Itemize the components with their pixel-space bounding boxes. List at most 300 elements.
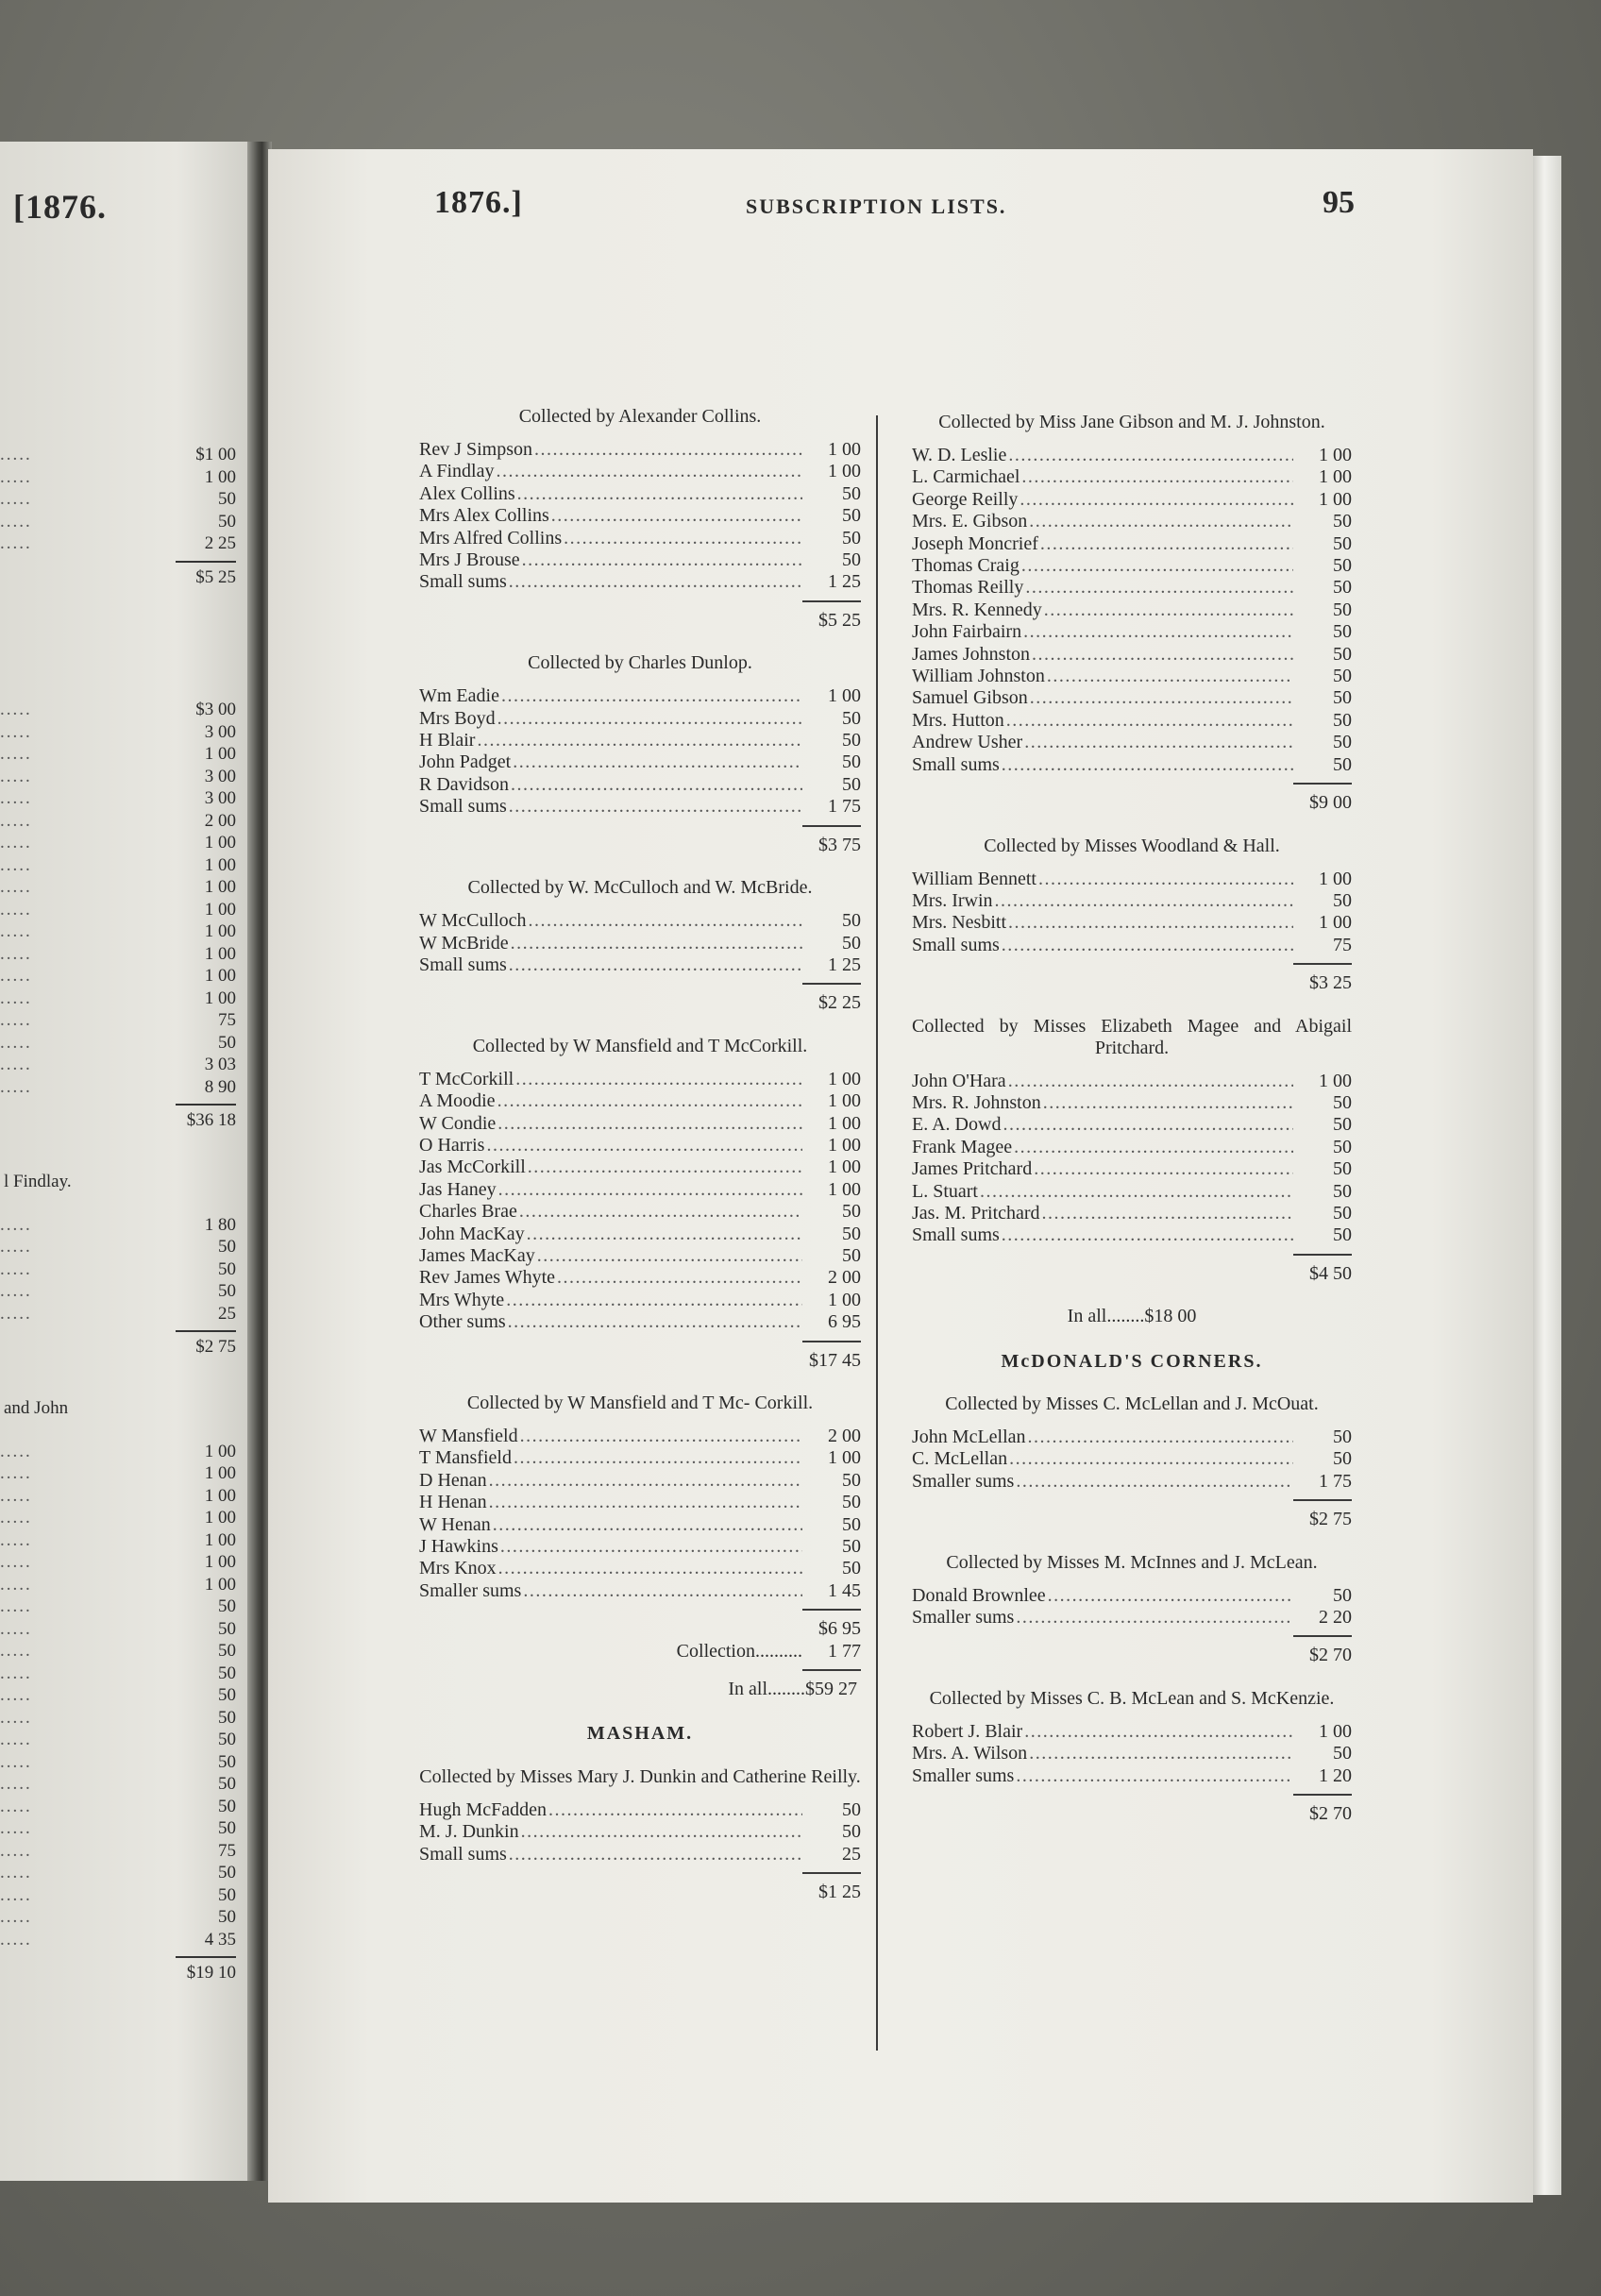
left-column bbox=[419, 406, 861, 1925]
leader-dots bbox=[509, 774, 802, 796]
left-page-entry bbox=[0, 832, 236, 854]
left-page-entry bbox=[0, 1441, 236, 1463]
subscription-amount: 2 20 bbox=[1319, 1607, 1352, 1629]
leader-dots bbox=[497, 1558, 802, 1579]
left-page-entry bbox=[0, 721, 236, 744]
leader-dots bbox=[521, 1580, 802, 1602]
leader-dots bbox=[496, 708, 802, 730]
running-head bbox=[434, 185, 1355, 232]
subscription-entry bbox=[912, 1471, 1352, 1493]
subscription-entry bbox=[912, 1765, 1352, 1787]
left-page-entry bbox=[0, 1729, 236, 1751]
subscriber-name: W Henan bbox=[419, 1513, 491, 1535]
subscriber-name: Mrs. E. Gibson bbox=[912, 511, 1028, 532]
left-page-entry bbox=[0, 1840, 236, 1863]
subscription-amount: 50 bbox=[1333, 687, 1352, 709]
subscription-amount: 50 bbox=[1333, 1158, 1352, 1180]
left-page-header: [1876. bbox=[13, 188, 107, 226]
left-page-amount: 1 00 bbox=[204, 943, 236, 964]
subscriber-name: James Pritchard bbox=[912, 1158, 1033, 1180]
left-page-entry bbox=[0, 1751, 236, 1774]
subscriber-name: Rev James Whyte bbox=[419, 1267, 556, 1289]
leader-dots: ..... bbox=[0, 1840, 32, 1861]
sum-rule bbox=[176, 1330, 236, 1332]
subscription-amount: 1 00 bbox=[828, 1156, 861, 1178]
leader-dots: ..... bbox=[0, 788, 32, 808]
subscription-amount: 50 bbox=[842, 1536, 861, 1558]
subscriber-name: Small sums bbox=[419, 954, 507, 975]
leader-dots: ..... bbox=[0, 1032, 32, 1053]
left-page-heading: l Findlay. bbox=[4, 1172, 72, 1191]
subscription-amount: 1 00 bbox=[828, 1068, 861, 1089]
left-page-entry bbox=[0, 854, 236, 877]
section-total: $17 45 bbox=[809, 1349, 861, 1371]
subscription-amount: 50 bbox=[842, 1244, 861, 1266]
left-page-entry bbox=[0, 1054, 236, 1076]
subscriber-name: A Findlay bbox=[419, 461, 495, 482]
left-page-amount: 1 00 bbox=[204, 1508, 236, 1528]
leader-dots: ..... bbox=[0, 943, 32, 964]
leader-dots: ..... bbox=[0, 533, 32, 553]
right-column bbox=[912, 412, 1352, 1846]
subscriber-name: Small sums bbox=[912, 1224, 1000, 1246]
left-page-entry bbox=[0, 1640, 236, 1663]
subscription-amount: 50 bbox=[1333, 643, 1352, 665]
leader-dots: ..... bbox=[0, 1076, 32, 1097]
left-page-block bbox=[0, 1397, 236, 1984]
left-page-entry bbox=[0, 1462, 236, 1485]
subscription-amount: 2 00 bbox=[828, 1267, 861, 1289]
subscriber-name: L. Carmichael bbox=[912, 466, 1020, 488]
left-page-amount: 50 bbox=[218, 489, 236, 509]
subscriber-name: D Henan bbox=[419, 1469, 487, 1491]
subscription-amount: 1 00 bbox=[1319, 1720, 1352, 1742]
leader-dots: ..... bbox=[0, 1863, 32, 1882]
sum-rule bbox=[1293, 963, 1352, 965]
subscriber-name: Mrs. R. Johnston bbox=[912, 1091, 1041, 1113]
subscriber-name: John MacKay bbox=[419, 1223, 525, 1244]
sum-rule bbox=[802, 1609, 861, 1611]
left-page-amount: 8 90 bbox=[204, 1076, 236, 1097]
subscriber-name: Mrs Knox bbox=[419, 1558, 497, 1579]
collection-amount: 1 77 bbox=[828, 1640, 861, 1662]
subscription-entry bbox=[419, 1156, 861, 1178]
leader-dots bbox=[475, 730, 802, 751]
leader-dots: ..... bbox=[0, 810, 32, 831]
left-page-block bbox=[0, 444, 236, 588]
leader-dots bbox=[487, 1470, 802, 1492]
leader-dots: ..... bbox=[0, 1929, 32, 1950]
left-page-total bbox=[0, 1962, 236, 1984]
leader-dots: ..... bbox=[0, 1751, 32, 1772]
subscriber-name: John Padget bbox=[419, 751, 512, 773]
subscription-amount: 50 bbox=[1333, 709, 1352, 731]
sum-rule bbox=[802, 825, 861, 827]
subscription-entry bbox=[912, 555, 1352, 577]
left-page-entry bbox=[0, 1303, 236, 1325]
leader-dots bbox=[507, 1844, 802, 1866]
subscription-amount: 1 00 bbox=[828, 461, 861, 482]
left-page-entry bbox=[0, 1032, 236, 1055]
leader-dots: ..... bbox=[0, 1281, 32, 1301]
leader-dots bbox=[1004, 710, 1293, 732]
leader-dots bbox=[494, 461, 802, 482]
left-page-amount: 1 00 bbox=[204, 466, 236, 487]
subscription-entry bbox=[912, 599, 1352, 621]
subscription-entry bbox=[419, 528, 861, 549]
collector-heading: Collected by Misses Elizabeth Magee and Abigail Pritchard. bbox=[912, 1015, 1352, 1058]
leader-dots bbox=[515, 483, 802, 505]
leader-dots bbox=[525, 1224, 802, 1245]
sum-rule bbox=[802, 1872, 861, 1874]
leader-dots: ..... bbox=[0, 1574, 32, 1595]
subscription-amount: 1 00 bbox=[828, 1447, 861, 1469]
subscription-amount: 50 bbox=[842, 932, 861, 954]
subscription-amount: 1 75 bbox=[1319, 1470, 1352, 1492]
subscription-entry bbox=[912, 1448, 1352, 1470]
leader-dots bbox=[1001, 1114, 1293, 1136]
subscription-amount: 50 bbox=[1333, 1427, 1352, 1447]
leader-dots: ..... bbox=[0, 854, 32, 875]
subscription-entry bbox=[419, 439, 861, 461]
collector-heading: Collected by W Mansfield and T Mc- Corkill. bbox=[466, 1393, 814, 1413]
left-page-amount: 1 00 bbox=[204, 1485, 236, 1506]
sum-rule bbox=[1293, 783, 1352, 785]
leader-dots: ..... bbox=[0, 988, 32, 1008]
subscriber-name: John O'Hara bbox=[912, 1070, 1006, 1091]
left-page-entry bbox=[0, 466, 236, 489]
sum-rule bbox=[1293, 1794, 1352, 1796]
subscription-entry bbox=[912, 511, 1352, 532]
subscription-amount: 50 bbox=[842, 505, 861, 527]
section-subtotal: $6 95 bbox=[818, 1618, 861, 1640]
leader-dots: ..... bbox=[0, 1010, 32, 1030]
subscription-entry bbox=[912, 1114, 1352, 1136]
subscriber-name: Charles Brae bbox=[419, 1201, 517, 1223]
leader-dots: ..... bbox=[0, 1907, 32, 1927]
subscription-amount: 50 bbox=[1333, 1136, 1352, 1157]
left-page-entry bbox=[0, 511, 236, 533]
leader-dots bbox=[1042, 599, 1293, 621]
subscription-amount: 1 00 bbox=[1319, 488, 1352, 510]
subscription-amount: 50 bbox=[1333, 1224, 1352, 1246]
subscription-entry bbox=[419, 685, 861, 707]
leader-dots bbox=[1028, 687, 1293, 709]
sum-rule bbox=[1293, 1635, 1352, 1637]
section-total: $1 25 bbox=[818, 1882, 861, 1903]
left-page-amount: 1 80 bbox=[204, 1214, 236, 1235]
leader-dots: ........ bbox=[1106, 1306, 1145, 1327]
subscription-entry bbox=[419, 1201, 861, 1223]
subscriber-name: T McCorkill bbox=[419, 1068, 514, 1089]
subscriber-name: Donald Brownlee bbox=[912, 1584, 1046, 1606]
subscription-entry bbox=[419, 1090, 861, 1112]
subscription-amount: 1 00 bbox=[1319, 466, 1352, 488]
subscription-entry bbox=[419, 1470, 861, 1492]
leader-dots bbox=[512, 1447, 802, 1469]
left-page-amount: 50 bbox=[218, 1663, 236, 1683]
left-page-entry bbox=[0, 1595, 236, 1618]
left-page-entry bbox=[0, 1214, 236, 1237]
subscription-entry bbox=[419, 1514, 861, 1536]
left-page-amount: $3 00 bbox=[195, 700, 236, 719]
sum-rule bbox=[1293, 1254, 1352, 1256]
subscriber-name: Smaller sums bbox=[912, 1607, 1015, 1629]
leader-dots bbox=[507, 796, 802, 818]
subscription-entry bbox=[912, 489, 1352, 511]
leader-dots bbox=[1000, 754, 1293, 776]
leader-dots: ..... bbox=[0, 1641, 32, 1661]
leader-dots: ..... bbox=[0, 966, 32, 986]
left-page-entry bbox=[0, 1862, 236, 1884]
left-page-amount: 3 00 bbox=[204, 721, 236, 742]
subscriber-name: Mrs. A. Wilson bbox=[912, 1743, 1028, 1764]
subscription-entry bbox=[419, 1290, 861, 1311]
running-head-year: 1876.] bbox=[434, 185, 523, 220]
subscription-entry bbox=[912, 1607, 1352, 1629]
leader-dots bbox=[1000, 1224, 1293, 1246]
leader-dots bbox=[1036, 869, 1293, 890]
left-page-entry bbox=[0, 488, 236, 511]
subscription-amount: 50 bbox=[1333, 753, 1352, 775]
subscription-amount: 2 00 bbox=[828, 1426, 861, 1446]
subscription-amount: 50 bbox=[1333, 532, 1352, 554]
leader-dots bbox=[514, 1069, 802, 1090]
left-page-entry bbox=[0, 965, 236, 988]
left-page-amount: 50 bbox=[218, 1237, 236, 1257]
subscriber-name: Mrs. Irwin bbox=[912, 889, 993, 911]
subscriber-name: Mrs Alex Collins bbox=[419, 505, 549, 527]
leader-dots: ..... bbox=[0, 1529, 32, 1550]
leader-dots bbox=[499, 685, 802, 707]
subscriber-name: Small sums bbox=[912, 934, 1000, 955]
collector-heading: Collected by Misses C. McLellan and J. McOuat. bbox=[945, 1393, 1319, 1414]
left-page-entry bbox=[0, 1773, 236, 1796]
section-total: $2 75 bbox=[1309, 1509, 1352, 1530]
left-page-amount: 50 bbox=[218, 1796, 236, 1816]
place-heading: McDONALD'S CORNERS. bbox=[1001, 1350, 1263, 1372]
leader-dots bbox=[496, 1113, 802, 1135]
left-page-entry bbox=[0, 787, 236, 810]
subscription-entry bbox=[419, 505, 861, 527]
running-head-title: SUBSCRIPTION LISTS. bbox=[746, 194, 1007, 218]
sum-rule bbox=[802, 600, 861, 602]
leader-dots: ..... bbox=[0, 1596, 32, 1616]
subscription-entry bbox=[912, 1092, 1352, 1114]
left-page-entry bbox=[0, 810, 236, 833]
leader-dots bbox=[497, 1179, 802, 1201]
section-total: $2 70 bbox=[1309, 1803, 1352, 1825]
left-page-entry bbox=[0, 943, 236, 966]
sum-rule bbox=[176, 1104, 236, 1106]
subscription-amount: 1 00 bbox=[828, 685, 861, 707]
subscriber-name: H Henan bbox=[419, 1492, 487, 1513]
in-all-line bbox=[419, 1679, 861, 1700]
leader-dots: ..... bbox=[0, 1055, 32, 1074]
subscription-amount: 50 bbox=[842, 1798, 861, 1820]
left-page-entry bbox=[0, 1551, 236, 1574]
leader-dots: ..... bbox=[0, 1818, 32, 1838]
left-page-entry bbox=[0, 988, 236, 1010]
subscriber-name: Samuel Gibson bbox=[912, 687, 1028, 709]
left-page-entry bbox=[0, 899, 236, 921]
subscription-amount: 1 00 bbox=[828, 1112, 861, 1134]
subscription-entry bbox=[419, 1536, 861, 1558]
leader-dots bbox=[1046, 1585, 1293, 1607]
subscription-amount: 50 bbox=[842, 482, 861, 504]
subscriber-name: James MacKay bbox=[419, 1244, 535, 1266]
subscriber-name: J Hawkins bbox=[419, 1536, 498, 1558]
subscription-amount: 50 bbox=[842, 1469, 861, 1491]
left-page-amount: 1 00 bbox=[204, 899, 236, 920]
leader-dots: ..... bbox=[0, 489, 32, 509]
left-page-total bbox=[0, 566, 236, 589]
subscription-entry bbox=[912, 1427, 1352, 1448]
left-page-entry bbox=[0, 1574, 236, 1596]
subscription-entry bbox=[912, 1181, 1352, 1203]
leader-dots bbox=[1020, 466, 1293, 488]
left-page-block bbox=[0, 699, 236, 1132]
collector-heading: Collected by Miss Jane Gibson and M. J. Johnston. bbox=[938, 412, 1325, 432]
leader-dots: ..... bbox=[0, 1441, 32, 1461]
left-page-amount: 50 bbox=[218, 1641, 236, 1661]
subscription-amount: 50 bbox=[1333, 1584, 1352, 1606]
subscriber-name: John Fairbairn bbox=[912, 621, 1022, 643]
subscription-amount: 1 00 bbox=[828, 1090, 861, 1112]
leader-dots: ..... bbox=[0, 1303, 32, 1324]
leader-dots bbox=[1041, 1092, 1293, 1114]
left-page-amount: $1 00 bbox=[195, 445, 236, 464]
subscriber-name: Other sums bbox=[419, 1311, 506, 1333]
subscriber-name: E. A. Dowd bbox=[912, 1114, 1002, 1136]
subscriber-name: Small sums bbox=[419, 571, 507, 593]
page-number: 95 bbox=[1323, 185, 1355, 220]
leader-dots bbox=[1020, 555, 1293, 577]
subscriber-name: James Johnston bbox=[912, 643, 1030, 665]
subscription-entry bbox=[912, 1137, 1352, 1158]
subscription-amount: 1 45 bbox=[828, 1579, 861, 1601]
leader-dots bbox=[507, 954, 802, 976]
subscription-entry bbox=[419, 708, 861, 730]
left-page-amount: 1 00 bbox=[204, 1574, 236, 1595]
subscriber-name: Jas Haney bbox=[419, 1178, 497, 1200]
subscriber-name: William Johnston bbox=[912, 666, 1045, 687]
leader-dots: ..... bbox=[0, 721, 32, 742]
subscriber-name: Robert J. Blair bbox=[912, 1720, 1023, 1742]
leader-dots bbox=[1021, 621, 1293, 643]
leader-dots bbox=[532, 439, 802, 461]
leader-dots bbox=[1007, 1448, 1293, 1470]
subscription-amount: 25 bbox=[842, 1843, 861, 1865]
left-page-amount: 1 00 bbox=[204, 1441, 236, 1461]
leader-dots bbox=[484, 1135, 802, 1156]
subscription-entry bbox=[912, 687, 1352, 709]
left-page-entry bbox=[0, 1485, 236, 1508]
subscription-entry bbox=[419, 571, 861, 593]
subscriber-name: Jas McCorkill bbox=[419, 1156, 526, 1178]
leader-dots bbox=[562, 528, 802, 549]
subscription-entry bbox=[419, 483, 861, 505]
left-page-total-amount: $19 10 bbox=[186, 1963, 236, 1983]
subscription-entry bbox=[419, 1844, 861, 1866]
subscriber-name: Mrs Whyte bbox=[419, 1289, 505, 1310]
subscription-amount: 50 bbox=[842, 549, 861, 571]
left-page-amount: 50 bbox=[218, 1907, 236, 1927]
leader-dots: ..... bbox=[0, 1685, 32, 1705]
left-page-entry bbox=[0, 1618, 236, 1641]
collector-heading: Collected by Misses Woodland & Hall. bbox=[984, 835, 1280, 856]
left-page-entry bbox=[0, 766, 236, 788]
sum-rule bbox=[802, 1341, 861, 1342]
left-page-block bbox=[0, 1171, 236, 1359]
leader-dots bbox=[1032, 1158, 1293, 1180]
subscriber-name: Mrs Boyd bbox=[419, 707, 496, 729]
subscription-amount: 50 bbox=[1333, 666, 1352, 687]
column-divider bbox=[876, 415, 878, 2051]
leader-dots: ..... bbox=[0, 921, 32, 941]
subscription-amount: 50 bbox=[842, 1223, 861, 1244]
left-page-amount: 1 00 bbox=[204, 877, 236, 897]
left-page-entry bbox=[0, 1009, 236, 1032]
subscriber-name: Wm Eadie bbox=[419, 685, 499, 707]
subscription-entry bbox=[419, 751, 861, 773]
left-page-amount: 50 bbox=[218, 1707, 236, 1728]
collector-heading: Collected by Misses Mary J. Dunkin and Catherine Reilly. bbox=[419, 1765, 861, 1787]
subscription-amount: 50 bbox=[842, 1558, 861, 1579]
left-page-entry bbox=[0, 920, 236, 943]
leader-dots: ..... bbox=[0, 1552, 32, 1572]
subscription-amount: 1 75 bbox=[828, 796, 861, 818]
left-page-amount: 1 00 bbox=[204, 1552, 236, 1572]
subscriber-name: George Reilly bbox=[912, 488, 1019, 510]
subscription-entry bbox=[419, 1447, 861, 1469]
leader-dots bbox=[993, 890, 1293, 912]
subscription-entry bbox=[419, 910, 861, 932]
subscription-amount: 1 00 bbox=[1319, 1070, 1352, 1091]
left-page-amount: 75 bbox=[218, 1840, 236, 1861]
left-page-entry bbox=[0, 532, 236, 555]
left-page-amount: 1 00 bbox=[204, 921, 236, 941]
subscriber-name: Mrs. R. Kennedy bbox=[912, 599, 1042, 620]
subscriber-name: T Mansfield bbox=[419, 1447, 512, 1469]
left-page-amount: 1 00 bbox=[204, 988, 236, 1008]
left-page-entry bbox=[0, 1796, 236, 1818]
left-page-amount: 50 bbox=[218, 1032, 236, 1053]
subscriber-name: Smaller sums bbox=[912, 1470, 1015, 1492]
subscription-amount: 50 bbox=[1333, 599, 1352, 620]
subscriber-name: Mrs J Brouse bbox=[419, 549, 520, 571]
subscriber-name: William Bennett bbox=[912, 868, 1036, 889]
left-page-amount: 50 bbox=[218, 1281, 236, 1301]
leader-dots bbox=[1014, 1471, 1293, 1493]
in-all-amount: $59 27 bbox=[805, 1679, 857, 1700]
subscription-entry bbox=[419, 1267, 861, 1289]
left-page-entry bbox=[0, 1280, 236, 1303]
section-total: $9 00 bbox=[1309, 792, 1352, 814]
subscription-entry bbox=[912, 912, 1352, 934]
left-page-entry bbox=[0, 444, 236, 466]
subscriber-name: Hugh McFadden bbox=[419, 1798, 547, 1820]
subscription-entry bbox=[419, 796, 861, 818]
subscription-entry bbox=[912, 577, 1352, 599]
subscriber-name: W McCulloch bbox=[419, 910, 527, 932]
section-total: $3 75 bbox=[818, 834, 861, 855]
subscription-amount: 1 00 bbox=[828, 1178, 861, 1200]
leader-dots bbox=[1027, 511, 1293, 532]
subscription-amount: 50 bbox=[1333, 577, 1352, 599]
subscription-amount: 50 bbox=[842, 1201, 861, 1223]
subscription-entry bbox=[419, 1224, 861, 1245]
